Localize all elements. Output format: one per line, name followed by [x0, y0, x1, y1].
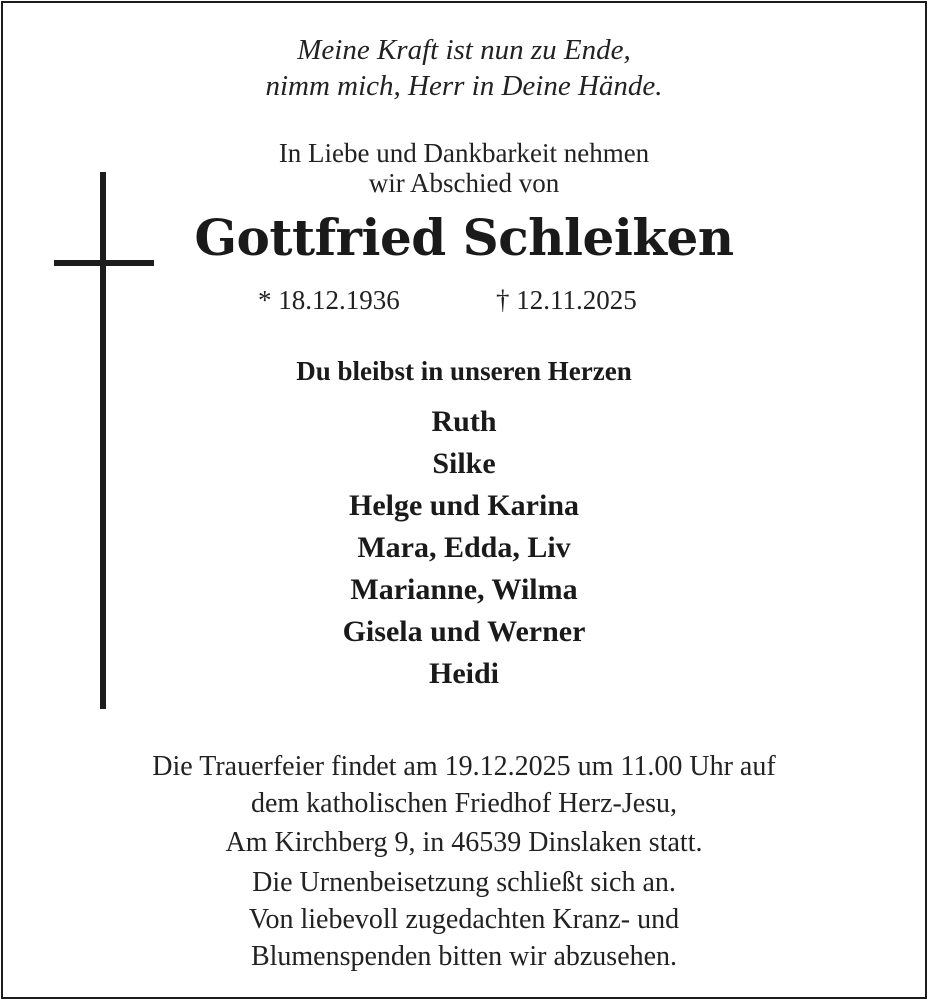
family-member: Helge und Karina	[348, 489, 580, 522]
funeral-info-line: Die Trauerfeier findet am 19.12.2025 um 11.00 Uhr auf	[152, 751, 776, 782]
intro-line-1: In Liebe und Dankbarkeit nehmen	[278, 138, 650, 168]
intro-line-2: wir Abschied von	[368, 168, 560, 198]
funeral-info-line: dem katholischen Friedhof Herz-Jesu,	[250, 788, 678, 819]
family-member: Silke	[432, 447, 496, 480]
funeral-info-line: Von liebevoll zugedachten Kranz- und	[248, 904, 680, 935]
family-member: Mara, Edda, Liv	[357, 531, 571, 564]
funeral-info-line: Blumenspenden bitten wir abzusehen.	[250, 941, 678, 972]
motto-line-2: nimm mich, Herr in Deine Hände.	[265, 70, 663, 102]
family-member: Marianne, Wilma	[350, 573, 578, 606]
farewell-heading: Du bleibst in unseren Herzen	[296, 356, 632, 386]
death-date: † 12.11.2025	[496, 285, 637, 315]
family-member: Ruth	[431, 405, 497, 438]
deceased-name: Gottfried Schleiken	[194, 208, 734, 267]
family-member: Gisela und Werner	[342, 615, 586, 648]
funeral-info-line: Am Kirchberg 9, in 46539 Dinslaken statt.	[225, 827, 703, 858]
family-member: Heidi	[428, 657, 499, 690]
funeral-info-line: Die Urnenbeisetzung schließt sich an.	[252, 867, 676, 898]
birth-date: * 18.12.1936	[258, 285, 400, 315]
motto-line-1: Meine Kraft ist nun zu Ende,	[297, 34, 631, 66]
